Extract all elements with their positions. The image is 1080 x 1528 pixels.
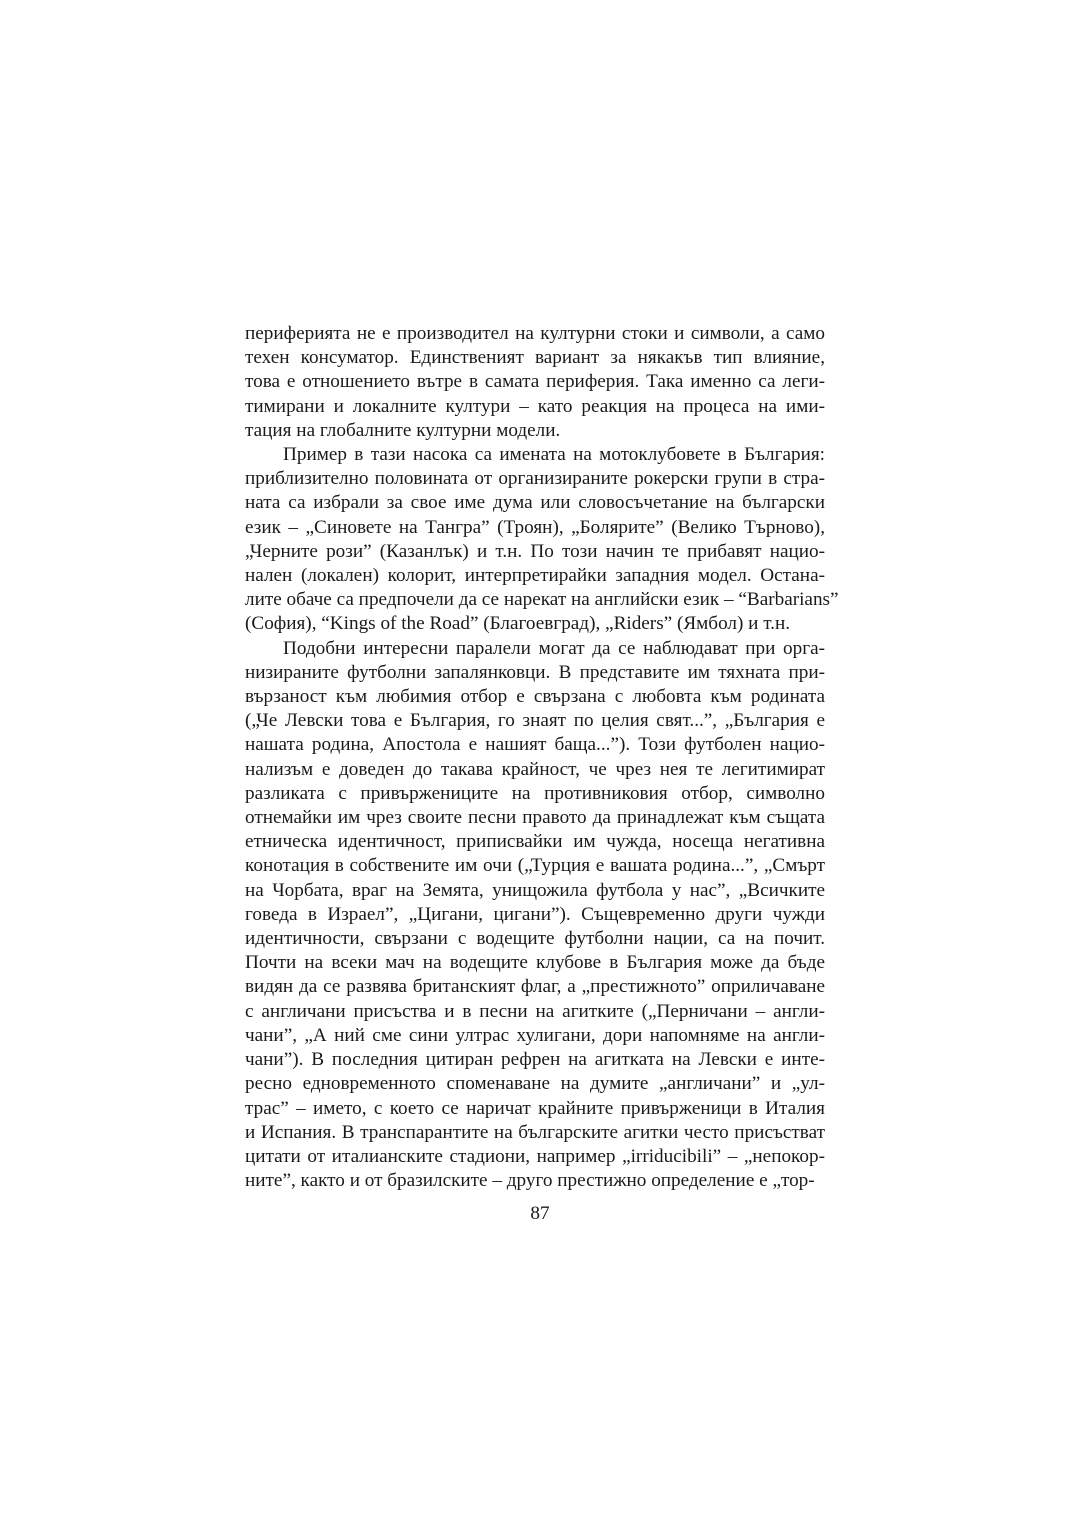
text-line: Почти на всеки мач на водещите клубове в България може да бъде <box>245 952 825 974</box>
text-line: лите обаче са предпочели да се нарекат на английски език – “Barbarians” <box>245 589 839 611</box>
text-line: тимирани и локалните култури – като реакция на процеса на ими- <box>245 395 825 417</box>
text-line: ните”, както и от бразилските – друго престижно определение е „тор- <box>245 1170 815 1192</box>
text-line: приблизително половината от организираните рокерски групи в стра- <box>245 468 825 490</box>
body-text <box>245 322 839 1193</box>
text-line: чани”). В последния цитиран рефрен на агитката на Левски е инте- <box>245 1049 825 1071</box>
text-line: тация на глобалните културни модели. <box>245 419 561 441</box>
text-line: и Испания. В транспарантите на българските агитки често присъстват <box>245 1121 825 1143</box>
paragraph <box>245 443 839 637</box>
text-line: на Чорбата, враг на Земята, унищожила футбола у нас”, „Всичките <box>245 879 825 901</box>
text-line: трас” – името, с което се наричат крайните привърженици в Италия <box>245 1097 825 1119</box>
text-line: Подобни интересни паралели могат да се наблюдават при орга- <box>283 637 825 659</box>
text-line: цитати от италианските стадиони, например „irriducibili” – „непокор- <box>245 1145 825 1167</box>
text-line: ресно едновременното споменаване на думите „англичани” и „ул- <box>245 1073 825 1095</box>
text-line: низираните футболни запалянковци. В представите им тяхната при- <box>245 661 825 683</box>
text-line: техен консуматор. Единственият вариант за някакъв тип влияние, <box>245 347 825 369</box>
text-line: вързаност към любимия отбор е свързана с любовта към родината <box>245 686 825 708</box>
text-line: нализъм е доведен до такава крайност, че чрез нея те легитимират <box>245 758 825 780</box>
paragraph <box>245 637 825 1194</box>
text-line: това е отношението вътре в самата периферия. Така именно са леги- <box>245 371 825 393</box>
text-line: отнемайки им чрез своите песни правото да принадлежат към същата <box>245 807 825 829</box>
text-line: нален (локален) колорит, интерпретирайки западния модел. Остана- <box>245 565 825 587</box>
text-line: разликата с привържениците на противниковия отбор, символно <box>245 782 825 804</box>
text-line: видян да се развява британският флаг, а „престижното” оприличаване <box>245 976 825 998</box>
text-line: нашата родина, Апостола е нашият баща...”). Този футболен нацио- <box>245 734 825 756</box>
text-line: Пример в тази насока са имената на мотоклубовете в България: <box>283 444 825 466</box>
paragraph <box>245 322 825 443</box>
text-line: етническа идентичност, приписвайки им чужда, носеща негативна <box>245 831 825 853</box>
page-number: 87 <box>530 1203 550 1224</box>
text-line: ната са избрали за свое име дума или словосъчетание на български <box>245 492 825 514</box>
text-line: чани”, „А ний сме сини ултрас хулигани, дори напомняме на англи- <box>245 1024 825 1046</box>
text-line: с англичани присъства и в песни на агитките („Перничани – англи- <box>245 1000 825 1022</box>
text-line: език – „Синовете на Тангра” (Троян), „Болярите” (Велико Търново), <box>245 516 825 538</box>
text-line: конотация в собствените им очи („Турция е вашата родина...”, „Смърт <box>245 855 825 877</box>
text-line: идентичности, свързани с водещите футболни нации, са на почит. <box>245 928 825 950</box>
text-line: „Черните рози” (Казанлък) и т.н. По този начин те прибавят нацио- <box>245 540 825 562</box>
text-line: говеда в Израел”, „Цигани, цигани”). Същевременно други чужди <box>245 903 825 925</box>
text-line: (София), “Kings of the Road” (Благоевград), „Riders” (Ямбол) и т.н. <box>245 613 791 635</box>
text-line: периферията не е производител на културни стоки и символи, а само <box>245 323 825 344</box>
text-line: („Че Левски това е България, го знаят по целия свят...”, „България е <box>245 710 825 732</box>
